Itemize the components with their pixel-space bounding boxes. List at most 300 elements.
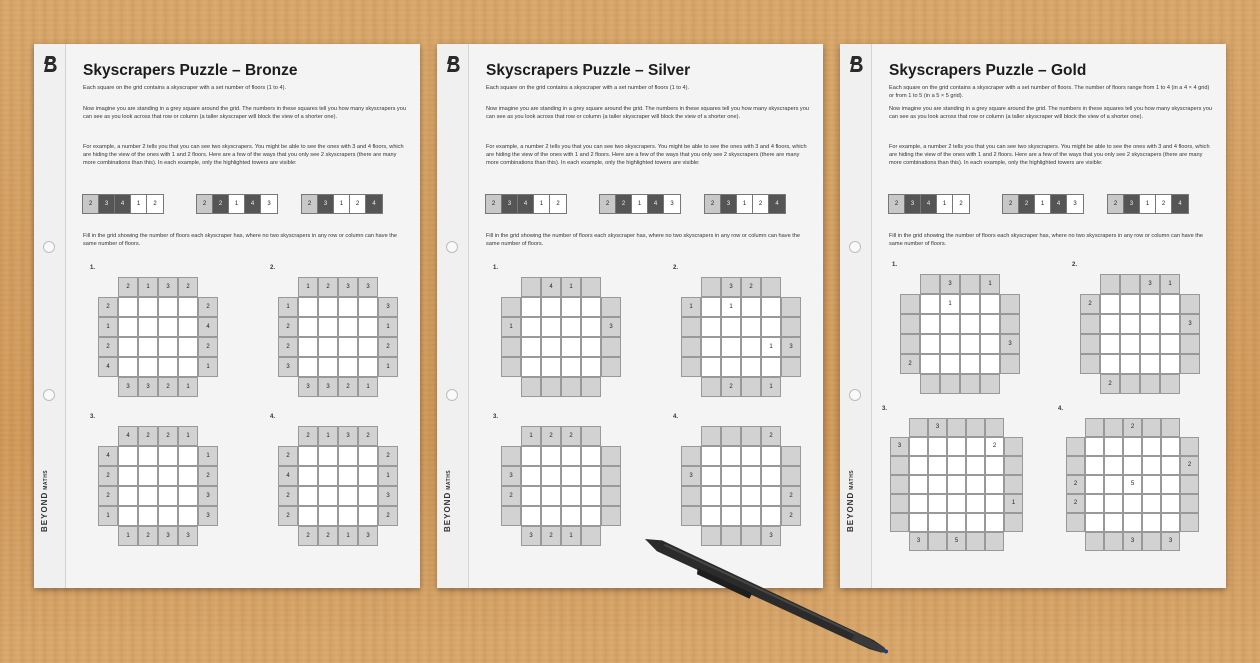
grid-cell[interactable] bbox=[701, 297, 721, 317]
grid-cell[interactable] bbox=[928, 456, 947, 475]
grid-cell[interactable] bbox=[721, 357, 741, 377]
grid-cell[interactable] bbox=[118, 357, 138, 377]
example-cell: 1 bbox=[229, 195, 245, 213]
grid-cell[interactable] bbox=[1104, 475, 1123, 494]
grid-cell[interactable] bbox=[158, 357, 178, 377]
grid-cell[interactable] bbox=[1120, 354, 1140, 374]
grid-cell[interactable] bbox=[721, 446, 741, 466]
puzzle-grid bbox=[493, 265, 621, 411]
grid-cell[interactable] bbox=[138, 337, 158, 357]
grid-cell[interactable] bbox=[741, 317, 761, 337]
punch-hole bbox=[43, 389, 55, 401]
clue-cell bbox=[741, 426, 761, 446]
grid-cell[interactable] bbox=[701, 506, 721, 526]
example-cell: 2 bbox=[889, 195, 905, 213]
clue-cell bbox=[1142, 532, 1161, 551]
grid-cell[interactable] bbox=[318, 466, 338, 486]
grid-cell[interactable] bbox=[178, 506, 198, 526]
grid-cell[interactable] bbox=[298, 357, 318, 377]
grid-cell[interactable] bbox=[947, 494, 966, 513]
grid-cell[interactable] bbox=[940, 314, 960, 334]
grid-cell[interactable] bbox=[118, 506, 138, 526]
grid-cell[interactable]: 1 bbox=[761, 337, 781, 357]
grid-cell[interactable] bbox=[178, 337, 198, 357]
grid-cell[interactable] bbox=[960, 354, 980, 374]
grid-cell[interactable] bbox=[581, 337, 601, 357]
grid-cell[interactable] bbox=[1123, 456, 1142, 475]
grid-cell[interactable] bbox=[561, 337, 581, 357]
grid-cell[interactable] bbox=[1100, 354, 1120, 374]
grid-cell[interactable] bbox=[928, 475, 947, 494]
clue-cell bbox=[581, 426, 601, 446]
grid-cell[interactable] bbox=[338, 357, 358, 377]
grid-cell[interactable] bbox=[541, 506, 561, 526]
clue-cell: 2 bbox=[278, 317, 298, 337]
grid-cell[interactable] bbox=[138, 486, 158, 506]
grid-cell[interactable] bbox=[358, 357, 378, 377]
grid-cell[interactable] bbox=[358, 297, 378, 317]
clue-cell: 3 bbox=[198, 486, 218, 506]
grid-cell[interactable] bbox=[909, 475, 928, 494]
clue-cell: 3 bbox=[178, 526, 198, 546]
grid-cell[interactable] bbox=[1140, 294, 1160, 314]
grid-cell[interactable] bbox=[298, 297, 318, 317]
grid-cell[interactable] bbox=[318, 317, 338, 337]
grid-cell[interactable] bbox=[761, 446, 781, 466]
grid-cell[interactable] bbox=[980, 314, 1000, 334]
clue-cell bbox=[601, 486, 621, 506]
grid-cell[interactable] bbox=[966, 456, 985, 475]
grid-cell[interactable] bbox=[318, 446, 338, 466]
grid-cell[interactable] bbox=[158, 446, 178, 466]
clue-cell: 1 bbox=[138, 277, 158, 297]
grid-cell[interactable] bbox=[701, 486, 721, 506]
example-cell: 1 bbox=[334, 195, 350, 213]
grid-cell[interactable] bbox=[1142, 494, 1161, 513]
grid-cell[interactable] bbox=[521, 297, 541, 317]
clue-cell bbox=[501, 446, 521, 466]
grid-cell[interactable] bbox=[158, 506, 178, 526]
example-cell: 2 bbox=[83, 195, 99, 213]
grid-cell[interactable] bbox=[338, 297, 358, 317]
grid-cell[interactable] bbox=[581, 506, 601, 526]
grid-cell[interactable] bbox=[358, 466, 378, 486]
clue-cell: 2 bbox=[378, 337, 398, 357]
grid-cell[interactable] bbox=[1100, 294, 1120, 314]
grid-cell[interactable] bbox=[338, 337, 358, 357]
grid-cell[interactable] bbox=[741, 446, 761, 466]
grid-cell[interactable] bbox=[1120, 334, 1140, 354]
puzzle-number: 3. bbox=[493, 414, 499, 420]
grid-cell[interactable] bbox=[909, 494, 928, 513]
grid-cell[interactable] bbox=[178, 357, 198, 377]
grid-cell[interactable] bbox=[338, 317, 358, 337]
grid-cell[interactable] bbox=[138, 466, 158, 486]
grid-cell[interactable] bbox=[940, 354, 960, 374]
grid-cell[interactable] bbox=[1100, 334, 1120, 354]
grid-cell[interactable] bbox=[358, 506, 378, 526]
puzzle-grid bbox=[90, 414, 218, 560]
grid-cell[interactable] bbox=[761, 357, 781, 377]
grid-cell[interactable] bbox=[318, 297, 338, 317]
clue-cell: 2 bbox=[298, 526, 318, 546]
grid-cell[interactable] bbox=[298, 506, 318, 526]
grid-cell[interactable] bbox=[1161, 456, 1180, 475]
grid-cell[interactable] bbox=[1142, 475, 1161, 494]
grid-cell[interactable] bbox=[960, 294, 980, 314]
grid-cell[interactable] bbox=[721, 506, 741, 526]
example-strip bbox=[888, 194, 970, 214]
grid-cell[interactable] bbox=[178, 466, 198, 486]
clue-cell bbox=[1080, 314, 1100, 334]
grid-cell[interactable] bbox=[561, 446, 581, 466]
grid-cell[interactable] bbox=[541, 486, 561, 506]
clue-cell: 1 bbox=[358, 377, 378, 397]
grid-cell[interactable] bbox=[1104, 513, 1123, 532]
clue-cell bbox=[1004, 456, 1023, 475]
grid-cell[interactable] bbox=[1085, 494, 1104, 513]
example-cell: 2 bbox=[197, 195, 213, 213]
grid-cell[interactable] bbox=[1160, 314, 1180, 334]
grid-cell[interactable] bbox=[741, 466, 761, 486]
clue-cell bbox=[1142, 418, 1161, 437]
grid-cell[interactable] bbox=[298, 486, 318, 506]
grid-cell[interactable] bbox=[985, 494, 1004, 513]
clue-cell: 1 bbox=[318, 426, 338, 446]
clue-cell bbox=[890, 513, 909, 532]
grid-cell[interactable] bbox=[980, 294, 1000, 314]
example-cell: 4 bbox=[115, 195, 131, 213]
grid-cell[interactable] bbox=[928, 513, 947, 532]
grid-cell[interactable] bbox=[1161, 494, 1180, 513]
grid-cell[interactable] bbox=[541, 357, 561, 377]
grid-cell[interactable] bbox=[118, 317, 138, 337]
grid-cell[interactable] bbox=[158, 337, 178, 357]
grid-cell[interactable] bbox=[561, 466, 581, 486]
grid-cell[interactable] bbox=[521, 337, 541, 357]
grid-cell[interactable] bbox=[541, 446, 561, 466]
grid-cell[interactable] bbox=[298, 337, 318, 357]
grid-cell[interactable] bbox=[178, 297, 198, 317]
grid-cell[interactable] bbox=[521, 466, 541, 486]
brand-text: BEYOND bbox=[40, 491, 49, 532]
grid-cell[interactable] bbox=[721, 466, 741, 486]
clue-cell bbox=[920, 374, 940, 394]
grid-cell[interactable] bbox=[909, 513, 928, 532]
grid-cell[interactable]: 5 bbox=[1123, 475, 1142, 494]
grid-cell[interactable] bbox=[920, 354, 940, 374]
grid-cell[interactable] bbox=[1085, 475, 1104, 494]
clue-cell bbox=[1066, 513, 1085, 532]
grid-cell[interactable] bbox=[358, 337, 378, 357]
grid-cell[interactable] bbox=[298, 446, 318, 466]
grid-cell[interactable] bbox=[118, 446, 138, 466]
grid-cell[interactable] bbox=[947, 456, 966, 475]
grid-cell[interactable] bbox=[138, 357, 158, 377]
example-strip bbox=[82, 194, 164, 214]
grid-cell[interactable] bbox=[1104, 456, 1123, 475]
grid-cell[interactable] bbox=[920, 314, 940, 334]
grid-cell[interactable] bbox=[761, 506, 781, 526]
grid-cell[interactable] bbox=[1123, 437, 1142, 456]
example-cell: 1 bbox=[534, 195, 550, 213]
grid-cell[interactable] bbox=[1085, 437, 1104, 456]
grid-cell[interactable] bbox=[358, 486, 378, 506]
grid-cell[interactable] bbox=[561, 297, 581, 317]
grid-cell[interactable] bbox=[561, 506, 581, 526]
grid-cell[interactable] bbox=[318, 357, 338, 377]
clue-cell bbox=[947, 418, 966, 437]
clue-cell: 1 bbox=[338, 526, 358, 546]
worksheet bbox=[34, 44, 420, 588]
grid-cell[interactable] bbox=[118, 297, 138, 317]
grid-cell[interactable] bbox=[318, 337, 338, 357]
brand-text: BEYOND bbox=[443, 491, 452, 532]
grid-cell[interactable] bbox=[158, 317, 178, 337]
grid-cell[interactable] bbox=[298, 466, 318, 486]
grid-cell[interactable] bbox=[358, 317, 378, 337]
grid-cell[interactable] bbox=[1104, 437, 1123, 456]
grid-cell[interactable] bbox=[338, 506, 358, 526]
grid-cell[interactable] bbox=[721, 486, 741, 506]
example-cell: 2 bbox=[486, 195, 502, 213]
grid-cell[interactable] bbox=[541, 466, 561, 486]
clue-cell bbox=[1085, 532, 1104, 551]
clue-cell: 3 bbox=[1000, 334, 1020, 354]
grid-cell[interactable] bbox=[581, 297, 601, 317]
puzzle-grid bbox=[882, 406, 1023, 565]
example-cell: 2 bbox=[1019, 195, 1035, 213]
brand-name bbox=[443, 469, 455, 532]
grid-cell[interactable] bbox=[521, 317, 541, 337]
clue-cell: 1 bbox=[178, 426, 198, 446]
clue-cell bbox=[501, 297, 521, 317]
clue-cell bbox=[1004, 475, 1023, 494]
grid-cell[interactable]: 2 bbox=[985, 437, 1004, 456]
grid-cell[interactable] bbox=[138, 506, 158, 526]
grid-cell[interactable] bbox=[980, 334, 1000, 354]
clue-cell bbox=[1000, 294, 1020, 314]
grid-cell[interactable] bbox=[318, 486, 338, 506]
grid-cell[interactable] bbox=[1085, 456, 1104, 475]
example-cell: 2 bbox=[753, 195, 769, 213]
puzzle-number: 4. bbox=[673, 414, 679, 420]
clue-cell bbox=[521, 377, 541, 397]
grid-cell[interactable] bbox=[338, 446, 358, 466]
grid-cell[interactable] bbox=[338, 486, 358, 506]
grid-cell[interactable] bbox=[1123, 513, 1142, 532]
page-title: Skyscrapers Puzzle – Silver bbox=[486, 62, 691, 79]
grid-cell[interactable] bbox=[118, 337, 138, 357]
brand-subtext: MATHS bbox=[43, 469, 49, 490]
grid-cell[interactable] bbox=[701, 466, 721, 486]
clue-cell: 2 bbox=[1123, 418, 1142, 437]
grid-cell[interactable] bbox=[761, 486, 781, 506]
grid-cell[interactable] bbox=[138, 297, 158, 317]
grid-cell[interactable] bbox=[581, 317, 601, 337]
grid-cell[interactable] bbox=[741, 506, 761, 526]
grid-cell[interactable] bbox=[521, 446, 541, 466]
grid-cell[interactable] bbox=[138, 317, 158, 337]
clue-cell bbox=[681, 317, 701, 337]
grid-cell[interactable] bbox=[318, 506, 338, 526]
clue-cell bbox=[561, 377, 581, 397]
clue-cell bbox=[920, 274, 940, 294]
grid-cell[interactable] bbox=[909, 437, 928, 456]
clue-cell bbox=[1004, 513, 1023, 532]
grid-cell[interactable] bbox=[741, 297, 761, 317]
grid-cell[interactable] bbox=[761, 297, 781, 317]
grid-cell[interactable] bbox=[966, 437, 985, 456]
grid-cell[interactable] bbox=[178, 486, 198, 506]
grid-cell[interactable] bbox=[1160, 294, 1180, 314]
grid-cell[interactable] bbox=[541, 337, 561, 357]
grid-cell[interactable] bbox=[920, 334, 940, 354]
grid-cell[interactable] bbox=[581, 466, 601, 486]
grid-cell[interactable] bbox=[960, 314, 980, 334]
grid-cell[interactable] bbox=[1140, 334, 1160, 354]
grid-cell[interactable] bbox=[138, 446, 158, 466]
grid-cell[interactable] bbox=[1161, 513, 1180, 532]
grid-cell[interactable] bbox=[1142, 456, 1161, 475]
grid-cell[interactable] bbox=[1140, 354, 1160, 374]
clue-cell bbox=[1180, 475, 1199, 494]
grid-cell[interactable] bbox=[581, 357, 601, 377]
grid-cell[interactable] bbox=[1142, 513, 1161, 532]
clue-cell bbox=[701, 526, 721, 546]
clue-cell: 2 bbox=[1180, 456, 1199, 475]
example-cell: 2 bbox=[705, 195, 721, 213]
grid-cell[interactable] bbox=[1161, 475, 1180, 494]
grid-cell[interactable] bbox=[1104, 494, 1123, 513]
grid-cell[interactable] bbox=[985, 513, 1004, 532]
grid-cell[interactable] bbox=[701, 446, 721, 466]
grid-cell[interactable] bbox=[1120, 314, 1140, 334]
clue-cell: 3 bbox=[378, 486, 398, 506]
grid-cell[interactable] bbox=[761, 466, 781, 486]
grid-cell[interactable] bbox=[338, 466, 358, 486]
clue-cell: 1 bbox=[198, 357, 218, 377]
clue-cell: 3 bbox=[338, 426, 358, 446]
grid-cell[interactable] bbox=[521, 506, 541, 526]
grid-cell[interactable] bbox=[701, 337, 721, 357]
grid-cell[interactable] bbox=[701, 317, 721, 337]
grid-cell[interactable] bbox=[966, 513, 985, 532]
grid-cell[interactable] bbox=[561, 317, 581, 337]
grid-cell[interactable] bbox=[581, 486, 601, 506]
clue-cell: 4 bbox=[541, 277, 561, 297]
puzzle-grid bbox=[270, 265, 398, 411]
clue-cell bbox=[721, 426, 741, 446]
grid-cell[interactable] bbox=[966, 475, 985, 494]
grid-cell[interactable] bbox=[741, 357, 761, 377]
clue-cell: 2 bbox=[138, 426, 158, 446]
grid-cell[interactable] bbox=[721, 317, 741, 337]
grid-cell[interactable] bbox=[521, 486, 541, 506]
grid-cell[interactable] bbox=[701, 357, 721, 377]
beyond-logo-icon bbox=[849, 55, 865, 73]
grid-cell[interactable] bbox=[1160, 334, 1180, 354]
clue-cell: 2 bbox=[118, 277, 138, 297]
grid-cell[interactable] bbox=[541, 317, 561, 337]
grid-cell[interactable] bbox=[960, 334, 980, 354]
grid-cell[interactable] bbox=[928, 494, 947, 513]
grid-cell[interactable]: 1 bbox=[721, 297, 741, 317]
brand-name bbox=[846, 469, 858, 532]
grid-cell[interactable] bbox=[966, 494, 985, 513]
grid-cell[interactable] bbox=[1100, 314, 1120, 334]
grid-cell[interactable] bbox=[980, 354, 1000, 374]
grid-cell[interactable] bbox=[1120, 294, 1140, 314]
grid-cell[interactable] bbox=[721, 337, 741, 357]
grid-cell[interactable] bbox=[521, 357, 541, 377]
grid-cell[interactable] bbox=[158, 466, 178, 486]
grid-cell[interactable] bbox=[541, 297, 561, 317]
grid-cell[interactable] bbox=[1085, 513, 1104, 532]
grid-cell[interactable] bbox=[761, 317, 781, 337]
brand-text: BEYOND bbox=[846, 491, 855, 532]
grid-cell[interactable] bbox=[1142, 437, 1161, 456]
example-cell: 1 bbox=[1035, 195, 1051, 213]
grid-cell[interactable] bbox=[1123, 494, 1142, 513]
grid-cell[interactable] bbox=[947, 437, 966, 456]
grid-cell[interactable] bbox=[178, 317, 198, 337]
clue-cell: 1 bbox=[561, 526, 581, 546]
example-cell: 2 bbox=[1156, 195, 1172, 213]
grid-cell[interactable] bbox=[118, 466, 138, 486]
grid-cell[interactable] bbox=[940, 334, 960, 354]
grid-cell[interactable] bbox=[581, 446, 601, 466]
grid-cell[interactable]: 1 bbox=[940, 294, 960, 314]
grid-cell[interactable] bbox=[561, 486, 581, 506]
example-cell: 4 bbox=[1172, 195, 1188, 213]
clue-cell: 1 bbox=[178, 377, 198, 397]
example-cell: 4 bbox=[518, 195, 534, 213]
grid-cell[interactable] bbox=[947, 475, 966, 494]
grid-cell[interactable] bbox=[1160, 354, 1180, 374]
clue-cell bbox=[960, 274, 980, 294]
clue-cell: 2 bbox=[501, 486, 521, 506]
clue-cell: 2 bbox=[541, 526, 561, 546]
grid-cell[interactable] bbox=[1140, 314, 1160, 334]
grid-cell[interactable] bbox=[561, 357, 581, 377]
grid-cell[interactable] bbox=[1161, 437, 1180, 456]
grid-cell[interactable] bbox=[358, 446, 378, 466]
grid-cell[interactable] bbox=[741, 486, 761, 506]
grid-cell[interactable] bbox=[920, 294, 940, 314]
grid-cell[interactable] bbox=[118, 486, 138, 506]
grid-cell[interactable] bbox=[158, 486, 178, 506]
grid-cell[interactable] bbox=[741, 337, 761, 357]
punch-hole bbox=[446, 241, 458, 253]
example-strip bbox=[1107, 194, 1189, 214]
grid-cell[interactable] bbox=[909, 456, 928, 475]
clue-cell: 2 bbox=[98, 486, 118, 506]
clue-cell: 4 bbox=[118, 426, 138, 446]
grid-cell[interactable] bbox=[947, 513, 966, 532]
example-strip bbox=[485, 194, 567, 214]
grid-cell[interactable] bbox=[928, 437, 947, 456]
instruction-paragraph: For example, a number 2 tells you that you can see two skyscrapers. You might be able to see the ones with 3 and 4 floors, which are hiding the view of the ones with 1 and 2 floors. Here are a few of the ways that you only see 2 skyscrapers (there are many more combinations than this). In each example, only the highlighted towers are visible: bbox=[83, 144, 404, 167]
grid-cell[interactable] bbox=[298, 317, 318, 337]
example-cell: 1 bbox=[1140, 195, 1156, 213]
grid-cell[interactable] bbox=[985, 475, 1004, 494]
clue-cell: 3 bbox=[601, 317, 621, 337]
grid-cell[interactable] bbox=[985, 456, 1004, 475]
grid-cell[interactable] bbox=[158, 297, 178, 317]
grid-cell[interactable] bbox=[178, 446, 198, 466]
clue-cell bbox=[890, 475, 909, 494]
